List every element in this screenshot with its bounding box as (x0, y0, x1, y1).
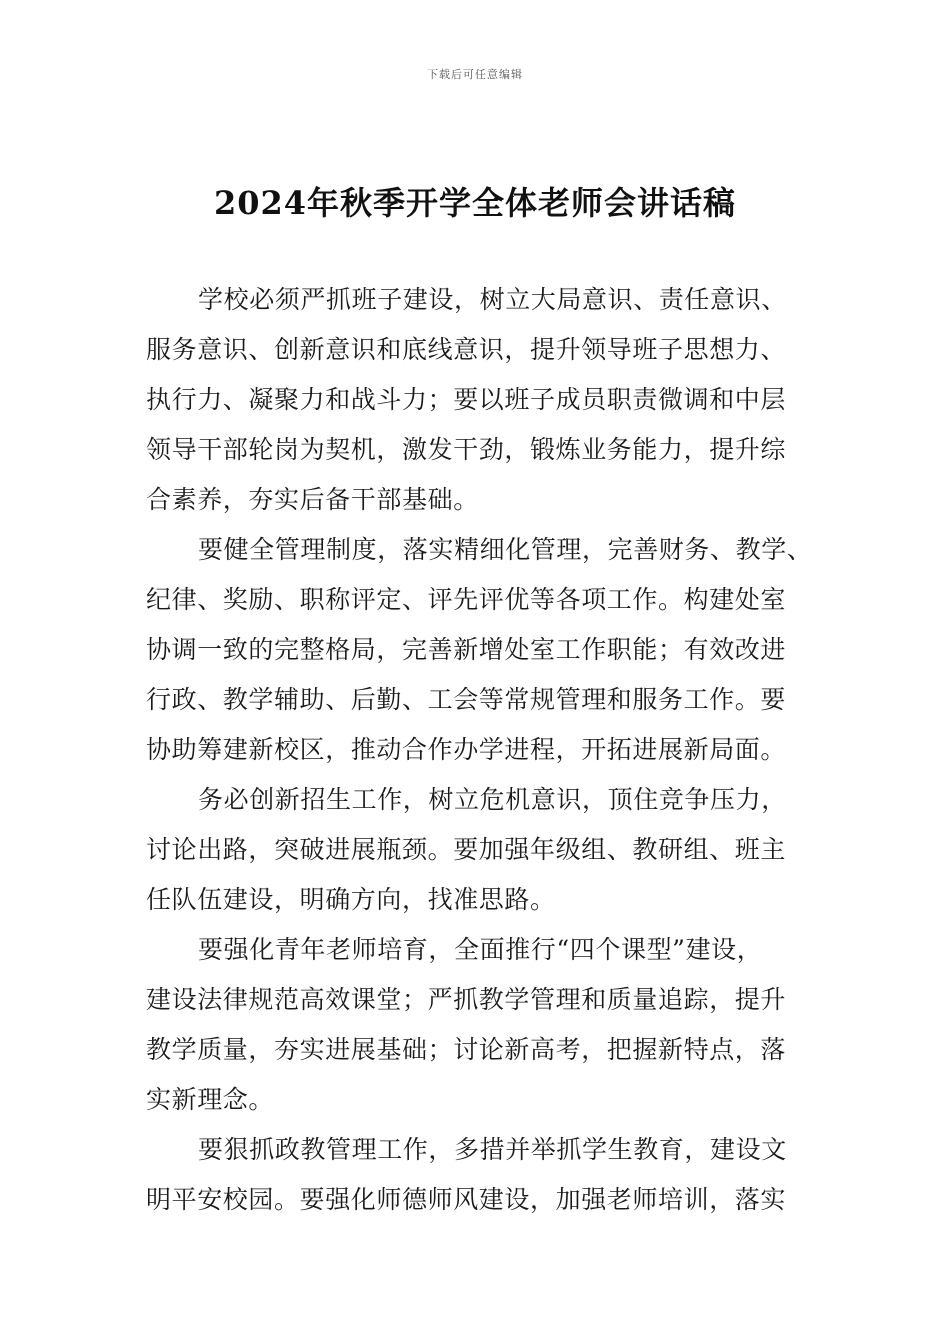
paragraph-line: 要强化青年老师培育，全面推行“四个课型”建设， (198, 935, 763, 964)
paragraph-line: 务必创新招生工作，树立危机意识，顶住竞争压力， (198, 785, 787, 814)
paragraph-line: 纪律、奖励、职称评定、评先评优等各项工作。构建处室 (146, 585, 787, 614)
paragraph-line: 建设法律规范高效课堂；严抓教学管理和质量追踪，提升 (146, 985, 787, 1014)
paragraph-line: 协助筹建新校区，推动合作办学进程，开拓进展新局面。 (146, 735, 787, 764)
paragraph-line: 讨论出路，突破进展瓶颈。要加强年级组、教研组、班主 (146, 835, 787, 864)
paragraph-line: 合素养，夯实后备干部基础。 (146, 485, 479, 514)
paragraph-line: 学校必须严抓班子建设，树立大局意识、责任意识、 (198, 285, 787, 314)
paragraph-line: 行政、教学辅助、后勤、工会等常规管理和服务工作。要 (146, 685, 787, 714)
header-note: 下载后可任意编辑 (427, 68, 523, 81)
paragraph-line: 服务意识、创新意识和底线意识，提升领导班子思想力、 (146, 335, 787, 364)
paragraph-line: 领导干部轮岗为契机，激发干劲，锻炼业务能力，提升综 (146, 435, 787, 464)
document-title: 2024年秋季开学全体老师会讲话稿 (213, 184, 737, 222)
paragraph-line: 要健全管理制度，落实精细化管理，完善财务、教学、 (198, 535, 813, 564)
paragraph-line: 要狠抓政教管理工作，多措并举抓学生教育，建设文 (198, 1135, 787, 1164)
paragraph-line: 实新理念。 (146, 1085, 275, 1114)
paragraph-line: 教学质量，夯实进展基础；讨论新高考，把握新特点，落 (146, 1035, 787, 1064)
paragraph-line: 执行力、凝聚力和战斗力；要以班子成员职责微调和中层 (146, 385, 787, 414)
paragraph-line: 协调一致的完整格局，完善新增处室工作职能；有效改进 (146, 635, 787, 664)
document-body (146, 282, 812, 1232)
paragraph-line: 任队伍建设，明确方向，找准思路。 (146, 885, 556, 914)
paragraph-line: 明平安校园。要强化师德师风建设，加强老师培训，落实 (146, 1185, 787, 1214)
